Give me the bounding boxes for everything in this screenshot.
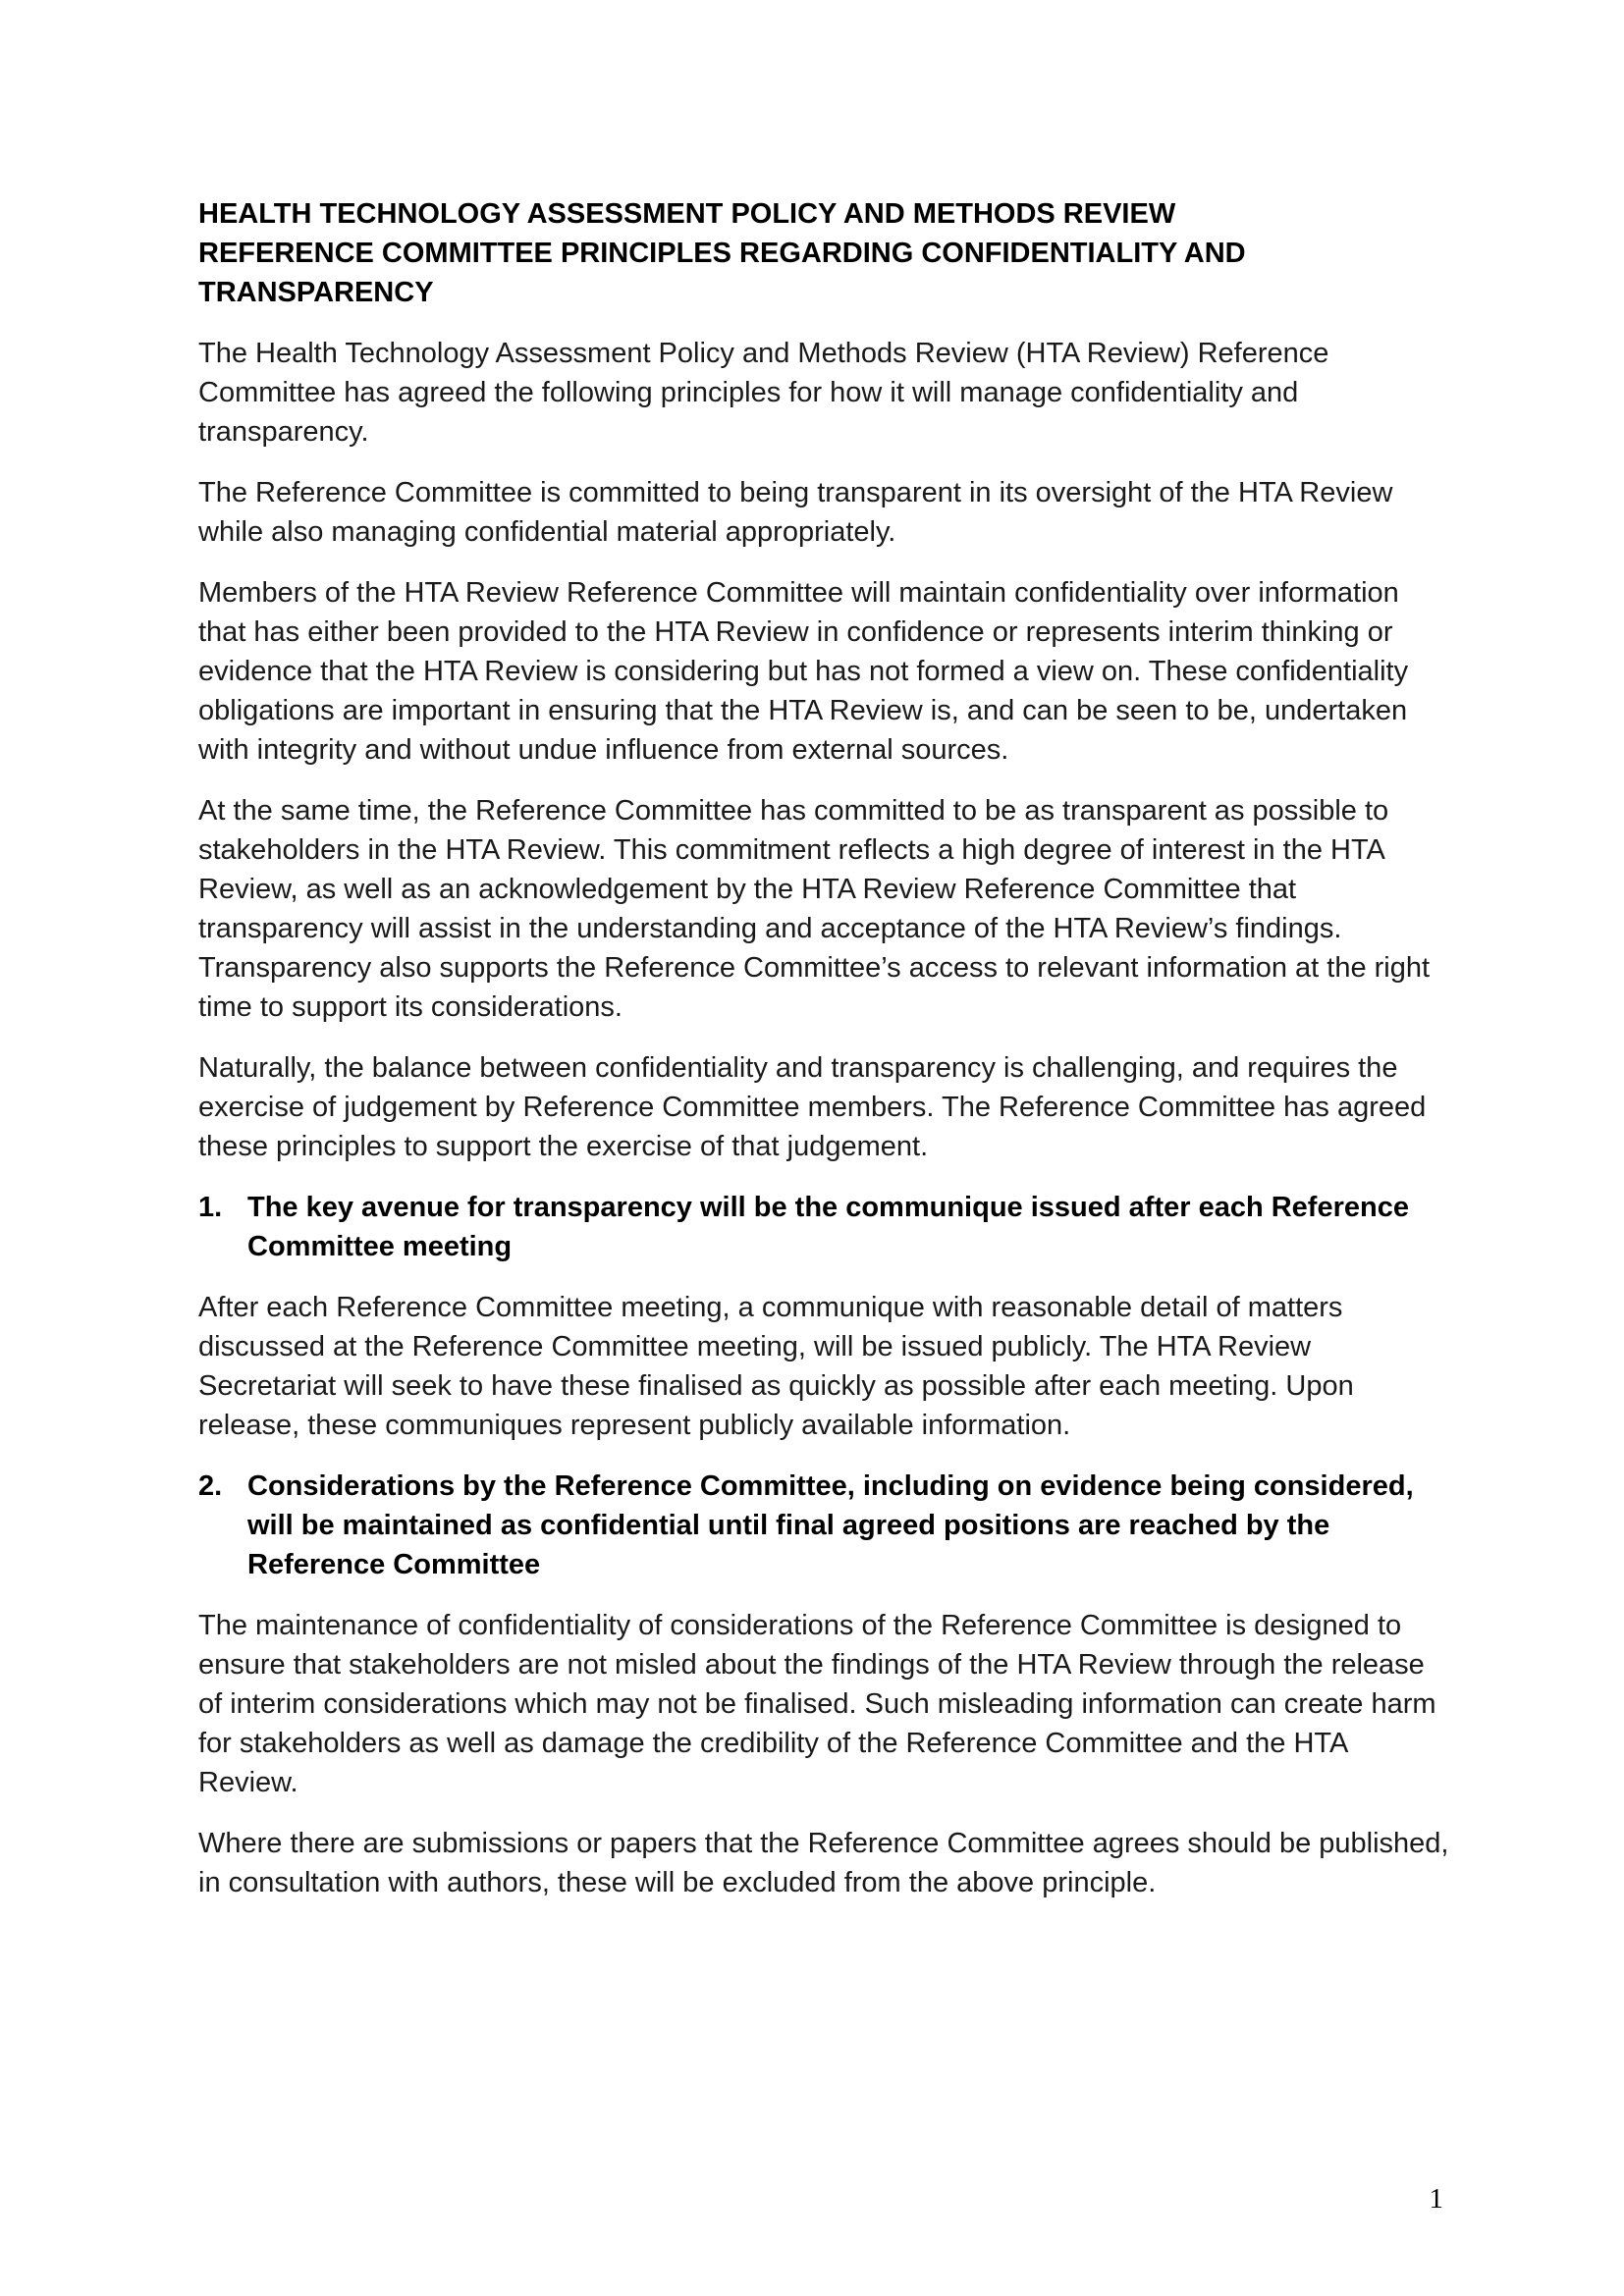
intro-paragraph: The Health Technology Assessment Policy and Methods Review (HTA Review) Reference Committee has agreed the following principles for how it will manage confidentiality and transparency.: [198, 338, 1329, 448]
principle-number: 2.: [198, 1470, 223, 1502]
principle-heading: [198, 1467, 1450, 1584]
title-line: HEALTH TECHNOLOGY ASSESSMENT POLICY AND METHODS REVIEW: [198, 198, 1176, 230]
intro-paragraph: At the same time, the Reference Committee has committed to be as transparent as possible to stakeholders in the HTA Review. This commitment reflects a high degree of interest in the HTA Review, as well as an acknowledgement by the HTA Review Reference Committee that transparency will assist in the understanding and acceptance of the HTA Review’s findings. Transparency also supports the Reference Committee’s access to relevant information at the right time to support its considerations.: [198, 795, 1431, 1023]
principle-paragraph: After each Reference Committee meeting, a communique with reasonable detail of matters discussed at the Reference Committee meeting, will be issued publicly. The HTA Review Secretariat will seek to have these finalised as quickly as possible after each meeting. Upon release, these communiques represent publicly available information.: [198, 1292, 1354, 1441]
document-content: [198, 194, 1450, 1924]
intro-paragraph: The Reference Committee is committed to being transparent in its oversight of the HTA Review while also managing confidential material appropriately.: [198, 477, 1393, 548]
document-title: [198, 194, 1450, 312]
principle-paragraph: The maintenance of confidentiality of considerations of the Reference Committee is designed to ensure that stakeholders are not misled about the findings of the HTA Review through the release of interim considerations which may not be finalised. Such misleading information can create harm for stakeholders as well as damage the credibility of the Reference Committee and the HTA Review.: [198, 1610, 1436, 1798]
principle-heading: [198, 1188, 1450, 1266]
title-line: REFERENCE COMMITTEE PRINCIPLES REGARDING CONFIDENTIALITY AND: [198, 238, 1246, 269]
intro-paragraph: Members of the HTA Review Reference Committee will maintain confidentiality over information that has either been provided to the HTA Review in confidence or represents interim thinking or evidence that the HTA Review is considering but has not formed a view on. These confidentiality obligations are important in ensuring that the HTA Review is, and can be seen to be, undertaken with integrity and without undue influence from external sources.: [198, 577, 1409, 766]
principle-paragraph: Where there are submissions or papers that the Reference Committee agrees should be published, in consultation with authors, these will be excluded from the above principle.: [198, 1828, 1449, 1898]
title-line: TRANSPARENCY: [198, 277, 434, 308]
principle-heading-text: Considerations by the Reference Committee, including on evidence being considered, will be maintained as confidential until final agreed positions are reached by the Reference Committee: [247, 1470, 1414, 1580]
principle-number: 1.: [198, 1192, 223, 1223]
page-number: 1: [1429, 2183, 1443, 2215]
intro-paragraph: Naturally, the balance between confidentiality and transparency is challenging, and requires the exercise of judgement by Reference Committee members. The Reference Committee has agreed these principles to support the exercise of that judgement.: [198, 1052, 1427, 1162]
principle-heading-text: The key avenue for transparency will be the communique issued after each Reference Committee meeting: [247, 1192, 1409, 1262]
